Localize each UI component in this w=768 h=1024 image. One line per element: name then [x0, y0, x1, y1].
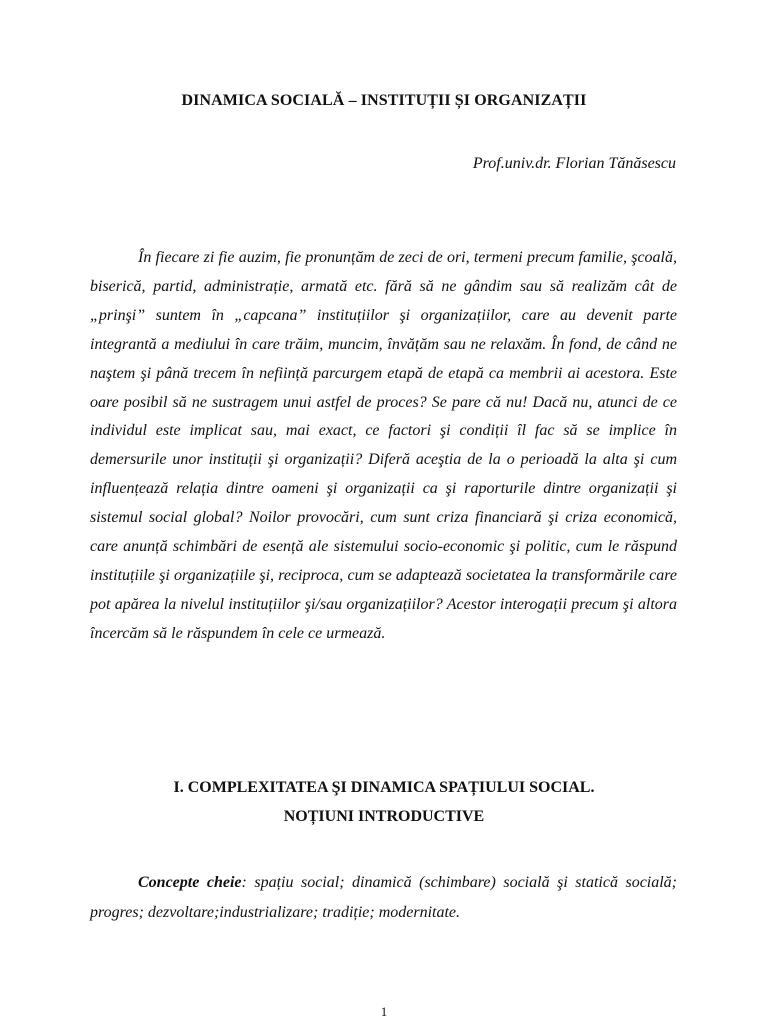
- document-title: DINAMICA SOCIALĂ – INSTITUȚII ȘI ORGANIZAȚII: [181, 92, 587, 109]
- section-heading-line-1: I. COMPLEXITATEA ŞI DINAMICA SPAȚIULUI SOCIAL.: [173, 779, 595, 796]
- intro-paragraph: În fiecare zi fie auzim, fie pronunțăm de zeci de ori, termeni precum familie, şcoală, biserică, partid, administrație, armată etc. fără să ne gândim sau să realizăm cât de „prinşi” suntem în „capcana” instituțiilor şi organizațiilor, care au devenit parte integrantă a mediului în care trăim, muncim, învățăm sau ne relaxăm. În fond, de când ne naştem şi până trecem în neființă parcurgem etapă de etapă ca membrii ai acestora. Este oare posibil să ne sustragem unui astfel de proces? Se pare că nu! Dacă nu, atunci de ce individul este implicat sau, mai exact, ce factori şi condiții îl fac să se implice în demersurile unor instituții şi organizații? Diferă aceştia de la o perioadă la alta şi cum influențează relația dintre oameni şi organizații ca şi raporturile dintre organizații şi sistemul social global? Noilor provocări, cum sunt criza financiară şi criza economică, care anunță schimbări de esență ale sistemului socio-economic şi politic, cum le răspund instituțiile şi organizațiile şi, reciproca, cum se adaptează societatea la transformările care pot apărea la nivelul instituțiilor şi/sau organizațiilor? Acestor interogații precum şi altora încercăm să le răspundem în cele ce urmează.: [90, 249, 677, 642]
- section-heading-line-2: NOȚIUNI INTRODUCTIVE: [283, 808, 485, 825]
- key-concepts-text: : spațiu social; dinamică (schimbare) socială şi statică socială; progres; dezvoltare;industrializare; tradiție; modernitate.: [90, 874, 678, 921]
- key-concepts-label: Concepte cheie: [138, 874, 242, 891]
- section-heading: [0, 773, 768, 831]
- author-line: Prof.univ.dr. Florian Tănăsescu: [472, 155, 676, 172]
- page-number: 1: [380, 1004, 388, 1019]
- key-concepts-paragraph: [90, 868, 677, 928]
